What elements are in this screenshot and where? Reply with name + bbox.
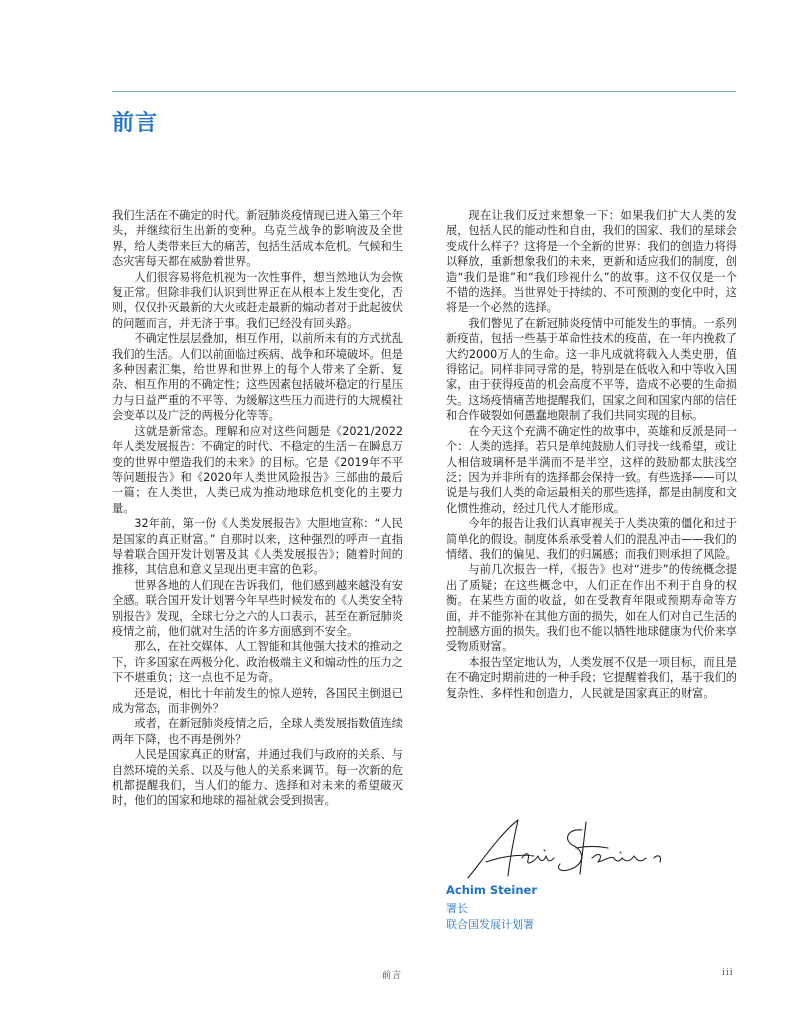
- paragraph: 现在让我们反过来想象一下：如果我们扩大人类的发展，包括人民的能动性和自由，我们的国家、我们的星球会变成什么样子？这将是一个全新的世界：我们的创造力将得以释放，重新想象我们的未来，更新和适应我们的制度，创造“我们是谁”和“我们珍视什么”的故事。这不仅仅是一个不错的选择。当世界处于持续的、不可预测的变化中时，这将是一个必然的选择。: [446, 209, 737, 315]
- paragraph: 我们生活在不确定的时代。新冠肺炎疫情现已进入第三个年头，并继续衍生出新的变种。乌克兰战争的影响波及全世界，给人类带来巨大的痛苦，包括生活成本危机。气候和生态灾害每天都在威胁着世界。: [112, 209, 403, 269]
- page-number: iii: [722, 968, 734, 978]
- paragraph: 或者，在新冠肺炎疫情之后，全球人类发展指数值连续两年下降，也不再是例外？: [112, 717, 403, 746]
- signatory-title: 署长: [446, 902, 468, 915]
- paragraph: 不确定性层层叠加，相互作用，以前所未有的方式扰乱我们的生活。人们以前面临过疾病、战争和环境破坏。但是多种因素汇集，给世界和世界上的每个人带来了全新、复杂、相互作用的不确定性；这些因素包括破坏稳定的行星压力与日益严重的不平等、为缓解这些压力而进行的大规模社会变革以及广泛的两极分化等等。: [112, 332, 403, 423]
- signatory-name: Achim Steiner: [446, 883, 538, 897]
- handwritten-signature: [464, 818, 668, 884]
- right-column: [446, 208, 737, 701]
- paragraph: 与前几次报告一样，《报告》也对“进步”的传统概念提出了质疑；在这些概念中，人们正在作出不利于自身的权衡。在某些方面的收益，如在受教育年限或预期寿命等方面，并不能弥补在其他方面的损失，如在人们对自己生活的控制感方面的损失。我们也不能以牺牲地球健康为代价来享受物质财富。: [446, 563, 737, 654]
- paragraph: 人民是国家真正的财富，并通过我们与政府的关系、与自然环境的关系、以及与他人的关系来调节。每一次新的危机都提醒我们，当人们的能力、选择和对未来的希望破灭时，他们的国家和地球的福祉就会受到损害。: [112, 748, 403, 808]
- page-title: 前言: [112, 111, 159, 136]
- paragraph: 那么，在社交媒体、人工智能和其他强大技术的推动之下，许多国家在两极分化、政治极端主义和煽动性的压力之下不堪重负；这一点也不足为奇。: [112, 640, 403, 685]
- paragraph: 这就是新常态。理解和应对这些问题是《2021/2022年人类发展报告：不确定的时代、不稳定的生活－在瞬息万变的世界中塑造我们的未来》的目标。它是《2019年不平等问题报告》和《2020年人类世风险报告》三部曲的最后一篇；在人类世，人类已成为推动地球危机变化的主要力量。: [112, 424, 403, 515]
- top-divider: [112, 91, 736, 92]
- paragraph: 人们很容易将危机视为一次性事件，想当然地认为会恢复正常。但除非我们认识到世界正在从根本上发生变化，否则，仅仅扑灭最新的大火或赶走最新的煽动者对于此起彼伏的问题而言，并无济于事。我们已经没有回头路。: [112, 270, 403, 330]
- paragraph: 今年的报告让我们认真审视关于人类决策的僵化和过于简单化的假设。制度体系承受着人们的混乱冲击——我们的情绪、我们的偏见、我们的归属感；而我们则承担了风险。: [446, 517, 737, 561]
- paragraph: 在今天这个充满不确定性的故事中，英雄和反派是同一个：人类的选择。若只是单纯鼓励人们寻找一线希望，或让人相信玻璃杯是半满而不是半空，这样的鼓励都太肤浅空泛；因为并非所有的选择都会保持一致。有些选择——可以说是与我们人类的命运最相关的那些选择，都是由制度和文化惯性推动，经过几代人才能形成。: [446, 424, 737, 515]
- paragraph: 还是说，相比十年前发生的惊人逆转，各国民主倒退已成为常态，而非例外？: [112, 686, 403, 715]
- signatory-organization: 联合国发展计划署: [446, 918, 534, 931]
- paragraph: 本报告坚定地认为，人类发展不仅是一项目标，而且是在不确定时期前进的一种手段；它提醒着我们，基于我们的复杂性、多样性和创造力，人民就是国家真正的财富。: [446, 655, 737, 700]
- paragraph: 我们瞥见了在新冠肺炎疫情中可能发生的事情。一系列新疫苗，包括一些基于革命性技术的疫苗，在一年内挽救了大约2000万人的生命。这一非凡成就将载入人类史册，值得铭记。同样非同寻常的是，特别是在低收入和中等收入国家，由于获得疫苗的机会高度不平等，造成不必要的生命损失。这场疫情痛苦地提醒我们，国家之间和国家内部的信任和合作破裂如何愚蠢地限制了我们共同实现的目标。: [446, 316, 737, 423]
- left-column: [112, 208, 403, 809]
- paragraph: 世界各地的人们现在告诉我们，他们感到越来越没有安全感。联合国开发计划署今年早些时候发布的《人类安全特别报告》发现，全球七分之六的人口表示，甚至在新冠肺炎疫情之前，他们就对生活的许多方面感到不安全。: [112, 578, 403, 638]
- paragraph: 32年前，第一份《人类发展报告》大胆地宣称：“人民是国家的真正财富。” 自那时以来，这种强烈的呼声一直指导着联合国开发计划署及其《人类发展报告》；随着时间的推移，其信息和意义呈现出更丰富的色彩。: [112, 517, 403, 577]
- footer-section-title: 前言: [382, 971, 403, 981]
